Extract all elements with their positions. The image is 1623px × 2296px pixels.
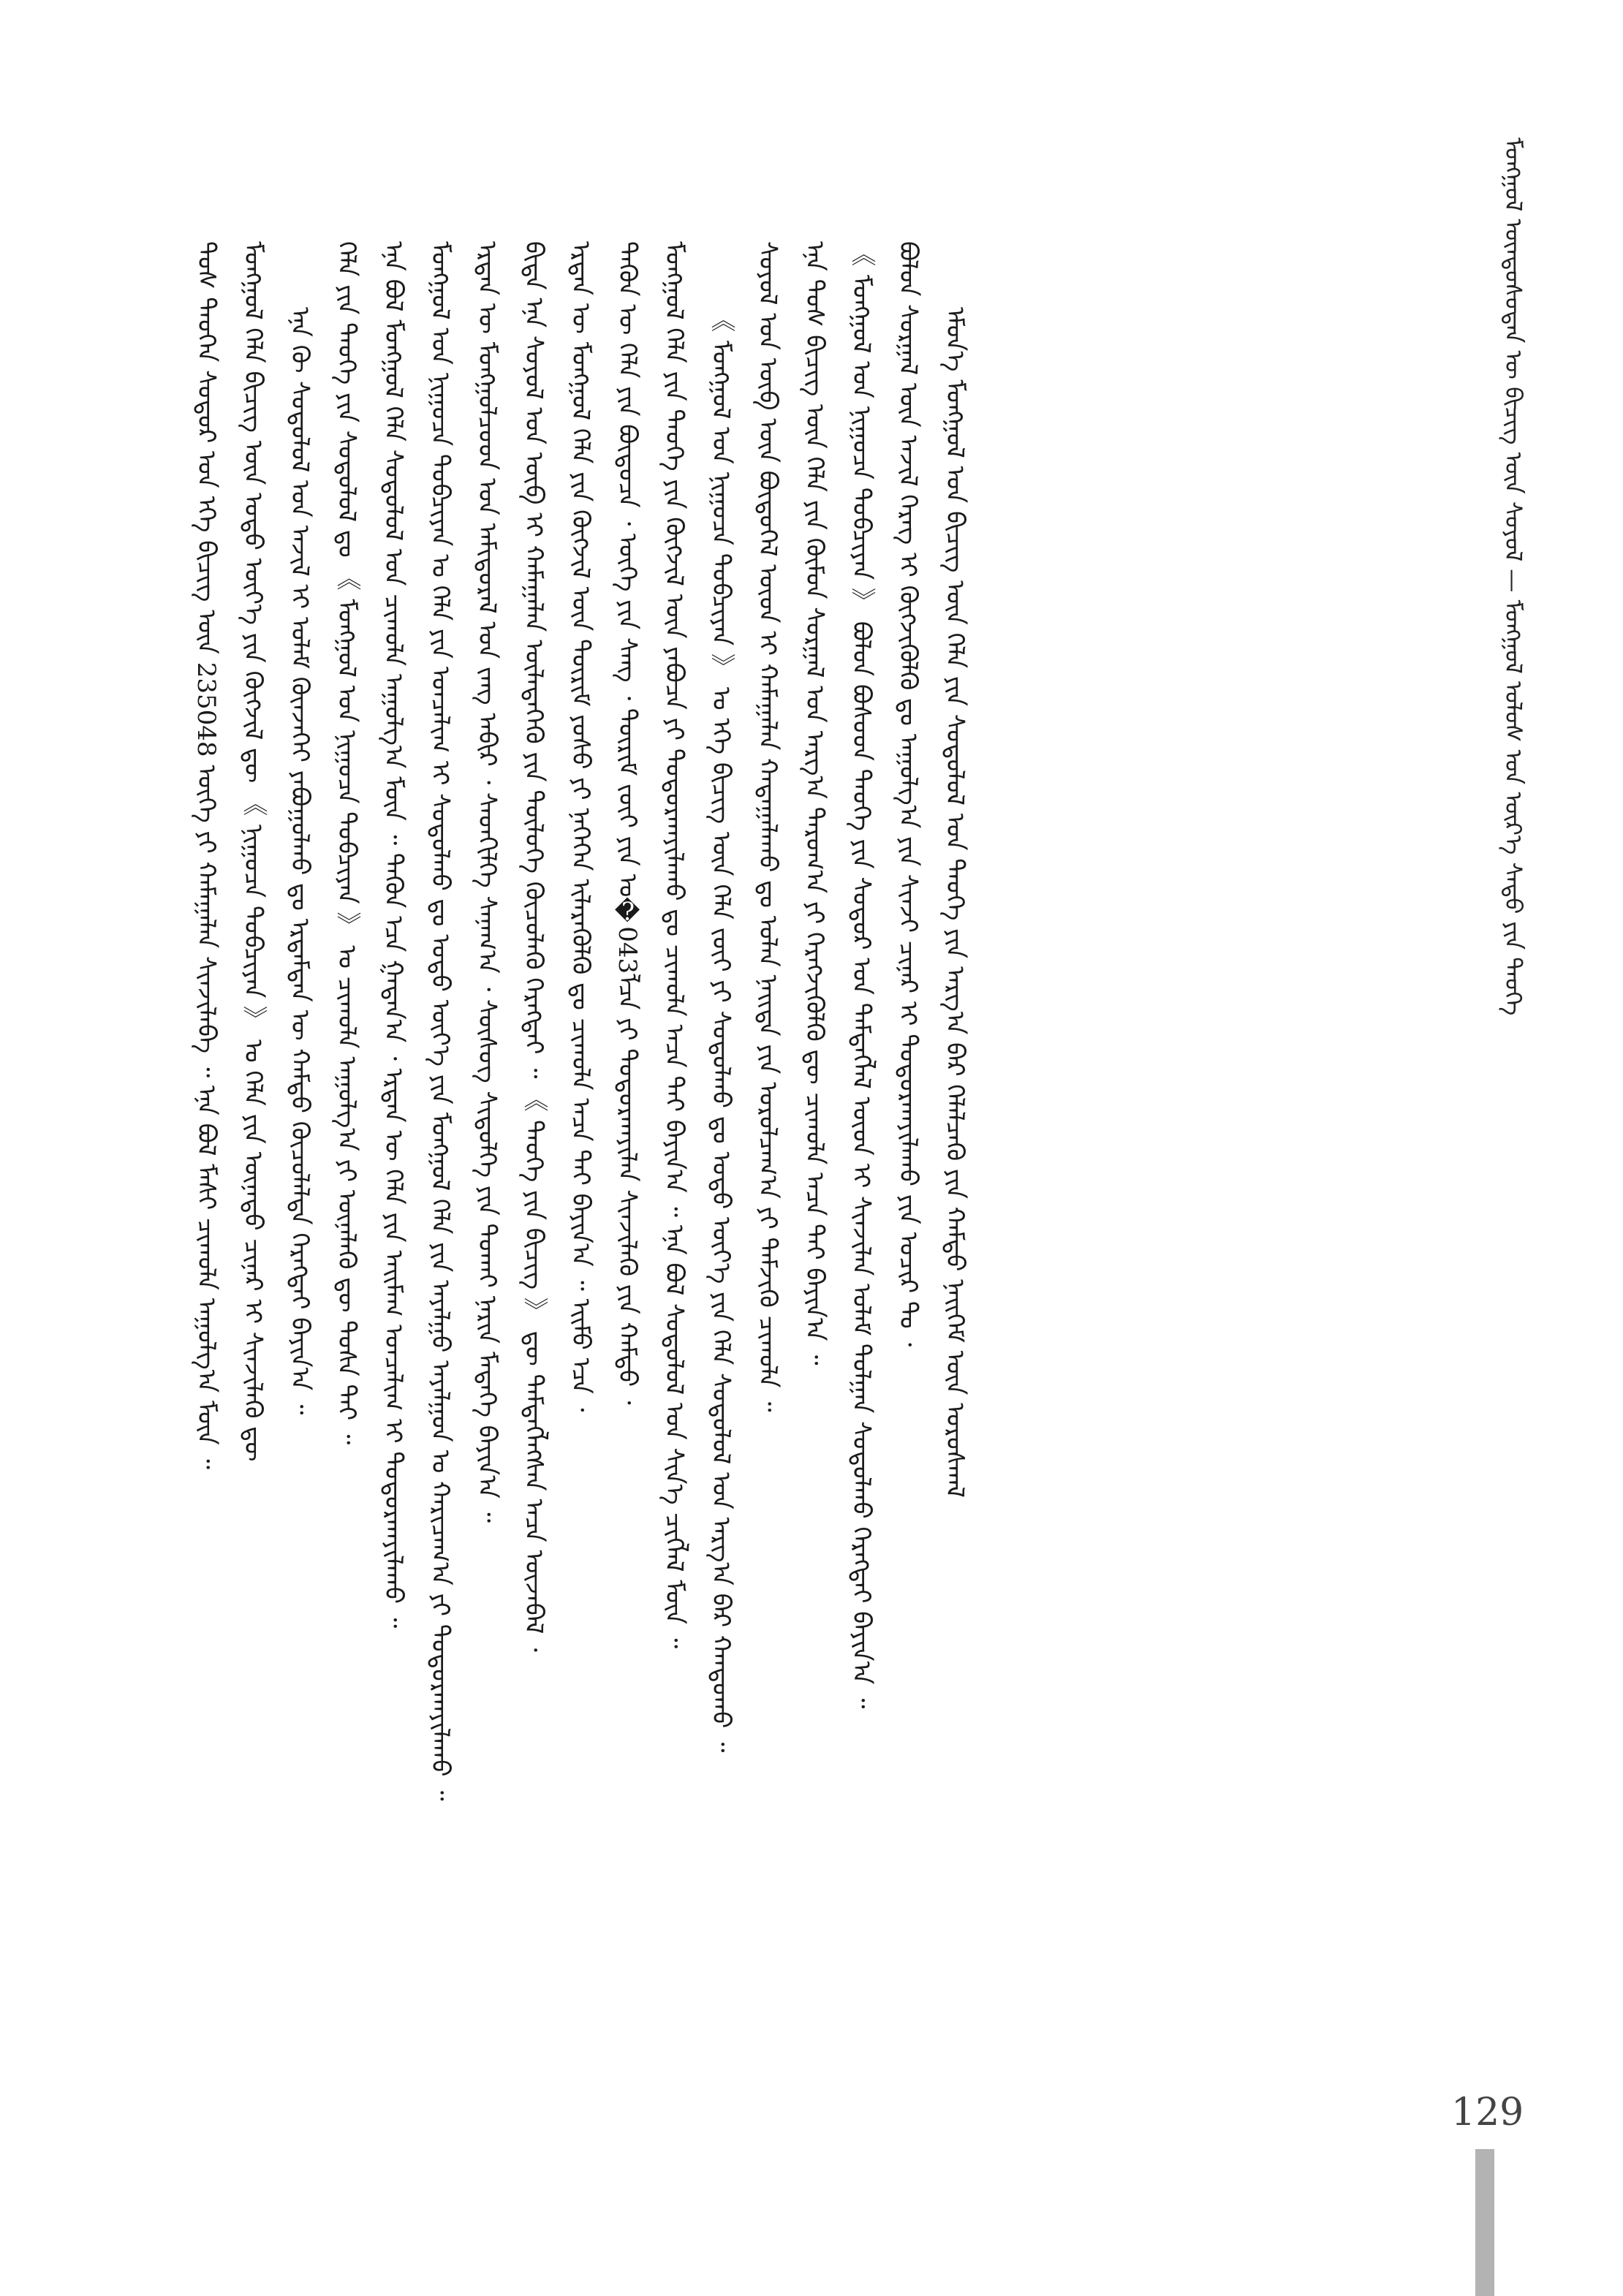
text-line: ᠡᠨᠡ ᠬᠦ ᠰᠤᠳᠤᠯᠤᠯ ᠤᠨ ᠠᠵᠢᠯ ᠢ ᠤᠯᠠᠮ ᠭᠦᠨᠵᠡᠭᠡᠢ ᠶᠠᠪᠤᠭᠤᠯᠬᠤ ᠳᠤ ᠡᠷᠳᠡᠮᠲᠡᠨ ᠦ ᠬᠠᠮᠲᠤ ᠬᠦᠴᠦᠯᠡᠯᠲᠡ ᠬᠡᠷᠡᠭᠲᠡᠢ ᠪᠠᠶᠢᠨ᠎ᠠ ᠃ [285,307,314,1415]
text-line: ᠲᠤᠰ ᠲᠡᠦᠬᠡᠨ ᠰᠤᠳᠤᠷ ᠤᠨ ᠡᠬᠡ ᠪᠢᠴᠢᠭ᠌ ᠦᠨ 235048 ᠦᠭᠡ ᠶᠢ ᠬᠠᠮᠠᠭᠠᠯᠠᠨ ᠰᠢᠨᠵᠢᠯᠡᠪᠡ ᠃ ᠡᠨᠡ ᠪᠣᠯ ᠮᠠᠰᠢ ᠴᠢᠬᠤᠯᠠ ᠠᠭᠤᠯᠭ᠎ᠠ ᠮᠥᠨ ᠃ [192,241,221,1469]
text-line: 《 ᠮᠣᠩᠭᠣᠯ ᠤᠨ ᠨᠢᠭᠤᠴᠠ ᠲᠣᠪᠴᠢᠶᠠᠨ 》 ᠤ ᠡᠬᠡ ᠪᠢᠴᠢᠭ᠌ ᠦᠨ ᠬᠡᠯᠡ ᠵᠦᠢ ᠶᠢ ᠰᠤᠳᠤᠯᠬᠤ ᠳᠤ ᠣᠳᠣ ᠦᠶ᠎ᠡ ᠶᠢᠨ ᠬᠡᠯᠡ ᠰᠤᠳᠤᠯᠤᠯ ᠤᠨ ᠠᠷᠭ᠎ᠠ ᠪᠠᠷ ᠬᠠᠨᠳᠤᠬᠤ ᠃ [706,307,735,1753]
text-line: ᠮᠣᠩᠭᠣᠯ ᠤᠨ ᠨᠢᠭᠤᠴᠠ ᠲᠣᠪᠴᠢᠶᠠᠨ ᠤ ᠬᠡᠯᠡ ᠶᠢᠨ ᠣᠨᠴᠠᠯᠢᠭ ᠢ ᠰᠤᠳᠤᠯᠬᠤ ᠳᠤ ᠣᠳᠣ ᠦᠶ᠎ᠡ ᠶᠢᠨ ᠮᠣᠩᠭᠣᠯ ᠬᠡᠯᠡ ᠶᠢᠨ ᠠᠶᠠᠯᠭᠤ ᠠᠶᠠᠯᠭᠤᠨ ᠤ ᠬᠠᠷᠢᠴᠠᠭ᠎ᠠ ᠶᠢ ᠲᠣᠳᠣᠷᠬᠠᠶᠢᠯᠠᠬᠤ ᠃ [425,241,455,1801]
text-line: ᠲᠡᠭᠦᠨ ᠦ ᠬᠡᠯᠡ ᠶᠢᠨ ᠪᠦᠲᠦᠴᠡ ᠂ ᠦᠭᠡ ᠶᠢᠨ ᠰᠠᠩ ᠂ ᠳᠦᠷᠢᠮ ᠵᠦᠢ ᠶᠢᠨ ᠣ�043ᠯᠴᠠ ᠶᠢ ᠲᠣᠳᠣᠷᠬᠠᠶᠢᠯᠠᠨ ᠰᠢᠨᠵᠢᠯᠡᠬᠦ ᠶᠢᠨ ᠬᠠᠮᠲᠤ ᠂ [613,241,642,1405]
text-line: ᠬᠡᠯᠡ ᠶᠢᠨ ᠲᠡᠦᠬᠡ ᠶᠢᠨ ᠰᠤᠳᠤᠯᠤᠯ ᠳᠤ 《 ᠮᠣᠩᠭᠣᠯ ᠤᠨ ᠨᠢᠭᠤᠴᠠ ᠲᠣᠪᠴᠢᠶᠠᠨ 》 ᠤ ᠴᠢᠬᠤᠯᠠ ᠠᠭᠤᠯᠭ᠎ᠠ ᠶᠢ ᠦᠨᠡᠯᠡᠬᠦ ᠳᠦ ᠲᠤᠰᠠ ᠲᠠᠢ ᠃ [332,241,361,1445]
text-line: ᠰᠣᠶᠣᠯ ᠤᠨ ᠥᠪ ᠦᠨ ᠪᠦᠲᠦᠭᠡᠯ ᠦᠳ ᠢ ᠬᠠᠮᠠᠭᠠᠯᠠᠨ ᠬᠠᠳᠠᠭᠠᠯᠠᠬᠤ ᠳᠤ ᠣᠯᠠᠨ ᠨᠡᠢᠲᠡ ᠶᠢᠨ ᠣᠷᠤᠯᠴᠠᠭ᠎ᠠ ᠶᠢ ᠳᠡᠮᠵᠢᠬᠦ ᠴᠢᠬᠤᠯᠠ ᠃ [753,241,782,1412]
text-line: ᠡᠷᠲᠡᠨ ᠦ ᠮᠣᠩᠭᠣᠯᠴᠤᠳ ᠤᠨ ᠠᠮᠢᠳᠤᠷᠠᠯ ᠤᠨ ᠵᠠᠩ ᠠᠪᠢᠷ ᠂ ᠰᠡᠳᠬᠢᠯᠭᠡ ᠰᠠᠨᠠᠭ᠎ᠠ ᠂ ᠰᠦᠰᠦᠭ ᠰᠢᠲᠦᠯᠭᠡ ᠶᠢᠨ ᠲᠤᠬᠠᠢ ᠨᠠᠷᠢᠨ ᠮᠡᠳᠡᠭᠡ ᠪᠠᠶᠢᠨ᠎ᠠ ᠃ [472,241,502,1523]
text-line: ᠪᠢᠳᠡ ᠡᠨᠡ ᠰᠣᠶᠣᠯ ᠤᠨ ᠥᠪ ᠢ ᠬᠠᠮᠠᠭᠠᠯᠠᠨ ᠦᠯᠡᠳᠡᠭᠡᠬᠦ ᠶᠢᠨ ᠲᠥᠯᠦᠭᠡ ᠬᠦᠴᠦᠯᠡᠬᠦ ᠬᠡᠷᠡᠭᠲᠡᠢ ᠃ 《 ᠲᠡᠦᠬᠡ ᠶᠢᠨ ᠪᠢᠴᠢᠭ᠌ 》 ᠳᠦ ᠲᠡᠮᠳᠡᠭᠯᠡᠭᠰᠡᠨ ᠠᠴᠠ ᠦᠵᠡᠪᠡᠯ ᠂ [519,241,548,1652]
running-header-title: ᠮᠣᠩᠭᠣᠯ ᠦᠨᠳᠦᠰᠦᠲᠡᠨ ᠦ ᠪᠢᠴᠢᠭ᠌ ᠦᠨ ᠰᠣᠶᠣᠯ — ᠮᠣᠩᠭᠣᠯ ᠤᠯᠤᠰ ᠤᠨ ᠦᠷ᠎ᠡ ᠰᠠᠳᠤ ᠶᠢᠨ ᠲᠡᠦᠬᠡ [1499,137,1527,1016]
page-edge-tab [1475,2149,1494,2296]
text-line: ᠡᠨᠡ ᠪᠣᠯ ᠮᠣᠩᠭᠣᠯ ᠬᠡᠯᠡ ᠰᠤᠳᠤᠯᠤᠯ ᠤᠨ ᠴᠢᠬᠤᠯᠠ ᠠᠭᠤᠯᠭ᠎ᠠ ᠮᠥᠨ ᠃ ᠲᠡᠭᠦᠨ ᠡᠴᠡ ᠭᠠᠳᠠᠨ᠎ᠠ ᠂ ᠡᠷᠲᠡᠨ ᠦ ᠬᠡᠯᠡ ᠶᠢᠨ ᠠᠢᠮᠠᠭ ᠣᠨᠴᠠᠯᠢᠭ ᠢ ᠲᠣᠳᠣᠷᠬᠠᠶᠢᠯᠠᠬᠤ ᠃ [379,241,408,1629]
text-line: ᠡᠨᠡ ᠲᠤᠰ ᠪᠢᠴᠢᠭ᠌ ᠦᠨ ᠬᠡᠯᠡ ᠶᠢᠨ ᠬᠦᠮᠦᠨ ᠰᠤᠷᠭᠠᠯ ᠤᠨ ᠠᠷᠭ᠎ᠠ ᠳᠠᠷᠤᠭ᠎ᠠ ᠶᠢ ᠬᠡᠷᠡᠭᠵᠢᠭᠦᠯᠬᠦ ᠳᠦ ᠴᠢᠬᠤᠯᠠ ᠠᠴᠠ ᠲᠠᠢ ᠪᠠᠶᠢᠨ᠎ᠠ ᠃ [800,241,829,1365]
running-header [1491,124,1535,1016]
text-line: 《 ᠮᠣᠩᠭᠣᠯ ᠤᠨ ᠨᠢᠭᠤᠴᠠ ᠲᠣᠪᠴᠢᠶᠠᠨ 》 ᠪᠣᠯᠤᠨ ᠪᠤᠰᠤᠳ ᠲᠡᠦᠬᠡ ᠶᠢᠨ ᠰᠤᠳᠤᠷ ᠤᠨ ᠲᠡᠮᠳᠡᠭᠯᠡᠯ ᠦᠳ ᠢ ᠰᠢᠨᠵᠢᠯᠡᠨ ᠤᠯᠠᠮ ᠲᠤᠯᠭᠠᠨ ᠰᠤᠳᠤᠯᠬᠤ ᠬᠡᠷᠡᠭᠲᠡᠢ ᠪᠠᠶᠢᠨ᠎ᠠ ᠃ [847,241,876,1709]
text-line: ᠪᠣᠯᠤᠨ ᠰᠤᠷᠭᠠᠯ ᠦᠨ ᠠᠵᠢᠯ ᠬᠡᠷᠡᠭ ᠢ ᠬᠦᠭᠵᠢᠭᠦᠯᠬᠦ ᠳᠤ ᠠᠭᠤᠯᠭ᠎ᠠ ᠶᠢᠨ ᠰᠢᠨᠵᠢ ᠴᠢᠨᠠᠷ ᠢ ᠲᠣᠳᠣᠷᠬᠠᠶᠢᠯᠠᠬᠤ ᠶᠢᠨ ᠤᠴᠢᠷ ᠲᠤ ᠂ [893,241,923,1347]
text-line: ᠮᠣᠩᠭᠣᠯ ᠬᠡᠯᠡ ᠪᠢᠴᠢᠭ᠌ ᠦᠨ ᠣᠳᠣ ᠦᠶ᠎ᠡ ᠶᠢᠨ ᠬᠥᠭᠵᠢᠯ ᠳᠦ 《 ᠨᠢᠭᠤᠴᠠ ᠲᠣᠪᠴᠢᠶᠠᠨ 》 ᠤ ᠬᠡᠯᠡ ᠶᠢᠨ ᠦᠨᠡᠲᠦ ᠴᠢᠨᠠᠷ ᠢ ᠰᠢᠨᠵᠢᠯᠡᠬᠦ ᠳᠦ [238,241,268,1462]
body-text [183,241,1440,2113]
text-line: ᠡᠷᠲᠡᠨ ᠦ ᠮᠣᠩᠭᠣᠯ ᠬᠡᠯᠡ ᠶᠢᠨ ᠬᠥᠭᠵᠢᠯ ᠦᠨ ᠳᠦᠷᠢᠮ ᠶᠣᠰᠣ ᠶᠢ ᠨᠡᠭᠡᠭᠡᠨ ᠢᠯᠡᠷᠡᠭᠦᠯᠬᠦ ᠳᠤ ᠴᠢᠬᠤᠯᠠ ᠠᠴᠠ ᠲᠠᠢ ᠪᠠᠶᠢᠨ᠎ᠠ ᠃ ᠡᠢᠮᠤ ᠡᠴᠡ ᠂ [566,241,595,1412]
page-number: 129 [1451,2091,1524,2134]
text-line: ᠡᠮᠦᠨ᠎ᠡ ᠮᠣᠩᠭᠣᠯ ᠤᠨ ᠪᠢᠴᠢᠭ᠌ ᠦᠨ ᠬᠡᠯᠡ ᠶᠢᠨ ᠰᠤᠳᠤᠯᠤᠯ ᠤᠨ ᠲᠡᠦᠬᠡ ᠶᠢᠨ ᠠᠷᠭ᠎ᠠ ᠪᠠᠷ ᠬᠡᠯᠡᠯᠴᠡᠬᠦ ᠶᠢᠨ ᠬᠠᠮᠲᠤ ᠨᠡᠢᠭᠡᠮ ᠦᠨ ᠤᠷᠤᠰᠬᠠᠯ [940,307,969,1498]
text-line: ᠮᠣᠩᠭᠣᠯ ᠬᠡᠯᠡ ᠶᠢᠨ ᠲᠡᠦᠬᠡ ᠶᠢᠨ ᠬᠥᠭᠵᠢᠯ ᠦᠨ ᠶᠠᠪᠤᠴᠠ ᠶᠢ ᠲᠣᠳᠣᠷᠬᠠᠶᠢᠯᠠᠬᠤ ᠳᠤ ᠴᠢᠬᠤᠯᠠ ᠠᠴᠠ ᠲᠠᠢ ᠪᠠᠶᠢᠨ᠎ᠠ ᠃ ᠡᠨᠡ ᠪᠣᠯ ᠰᠤᠳᠤᠯᠤᠯ ᠤᠨ ᠰᠢᠨ᠎ᠡ ᠴᠢᠭᠯᠡᠯ ᠮᠥᠨ ᠃ [659,241,689,1649]
